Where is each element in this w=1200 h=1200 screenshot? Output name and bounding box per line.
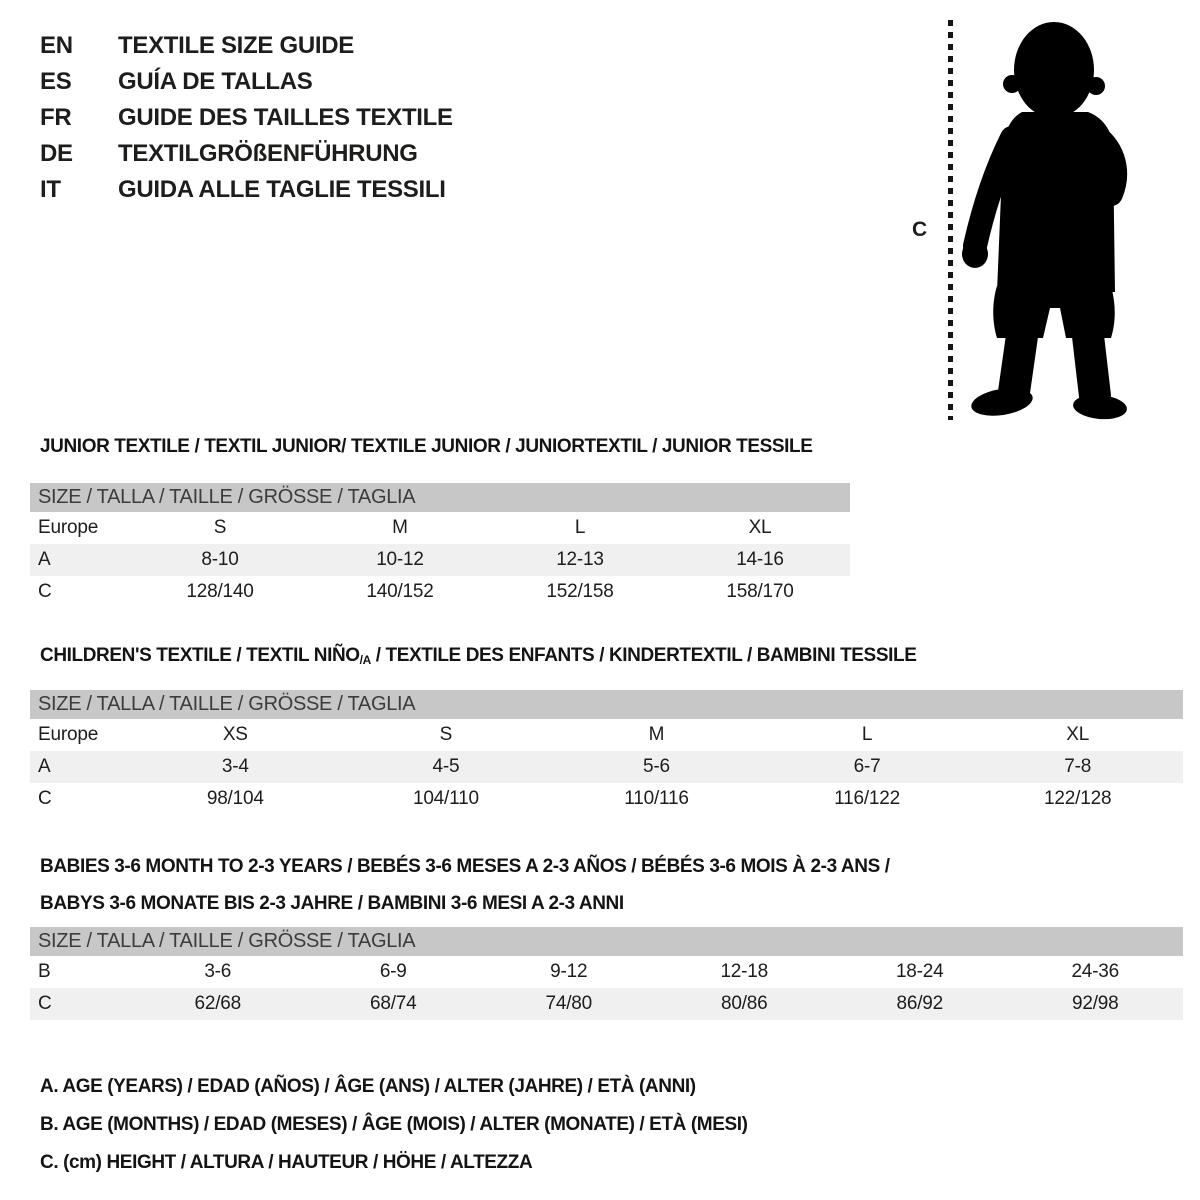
age-cell: 7-8 <box>972 751 1183 783</box>
guide-title-it: GUIDA ALLE TAGLIE TESSILI <box>118 176 446 203</box>
height-cell: 122/128 <box>1044 788 1112 809</box>
row-label: Europe <box>38 724 99 745</box>
language-row-fr <box>40 100 453 136</box>
row-label: C <box>38 788 52 809</box>
height-cell: 86/92 <box>832 988 1008 1020</box>
age-cell: 14-16 <box>670 544 850 576</box>
height-cell: 158/170 <box>726 581 794 602</box>
months-cell: 24-36 <box>1071 961 1120 982</box>
months-cell: 9-12 <box>550 961 588 982</box>
table-row-age <box>30 751 1183 783</box>
note-height-cm: C. (cm) HEIGHT / ALTURA / HAUTEUR / HÖHE / ALTEZZA <box>40 1152 533 1173</box>
height-cell: 68/74 <box>306 988 482 1020</box>
size-header-label: SIZE / TALLA / TAILLE / GRÖSSE / TAGLIA <box>30 927 1183 956</box>
row-label: A <box>30 751 130 783</box>
size-cell: M <box>648 724 665 745</box>
table-row-age <box>30 544 850 576</box>
size-cell: XL <box>1066 724 1090 745</box>
height-cell: 116/122 <box>834 788 901 809</box>
language-code: FR <box>40 104 72 131</box>
table-row-height <box>30 576 850 608</box>
language-row-de <box>40 136 453 172</box>
toddler-silhouette-icon <box>962 20 1144 422</box>
guide-title-fr: GUIDE DES TAILLES TEXTILE <box>118 104 453 131</box>
row-label: Europe <box>38 517 99 538</box>
height-cell: 140/152 <box>366 581 434 602</box>
age-cell: 5-6 <box>551 751 762 783</box>
height-cell: 98/104 <box>206 788 264 809</box>
age-cell: 3-4 <box>130 751 341 783</box>
babies-size-table <box>30 927 1183 1020</box>
table-row-months <box>30 956 1183 988</box>
table-row-europe <box>30 719 1183 751</box>
months-cell: 6-9 <box>379 961 407 982</box>
children-title-sub: /A <box>359 653 371 667</box>
size-cell: L <box>574 517 586 538</box>
language-code: DE <box>40 140 73 167</box>
height-measure-dashed-line <box>948 20 953 420</box>
language-code: ES <box>40 68 72 95</box>
row-label: C <box>38 581 52 602</box>
children-size-table <box>30 690 1183 815</box>
guide-title-es: GUÍA DE TALLAS <box>118 68 313 95</box>
guide-title-en: TEXTILE SIZE GUIDE <box>118 32 354 59</box>
height-cell: 104/110 <box>412 788 479 809</box>
height-cell: 62/68 <box>130 988 306 1020</box>
age-cell: 4-5 <box>341 751 552 783</box>
legend-notes <box>40 1068 748 1182</box>
language-row-en <box>40 28 453 64</box>
size-header-row <box>30 927 1183 956</box>
row-label: A <box>30 544 130 576</box>
size-cell: S <box>439 724 453 745</box>
age-cell: 8-10 <box>130 544 310 576</box>
language-code: IT <box>40 176 61 203</box>
months-cell: 3-6 <box>204 961 232 982</box>
babies-title-line2: BABYS 3-6 MONATE BIS 2-3 JAHRE / BAMBINI 3-6 MESI A 2-3 ANNI <box>40 893 624 914</box>
height-cell: 128/140 <box>186 581 254 602</box>
height-cell: 110/116 <box>624 788 689 809</box>
size-cell: S <box>213 517 227 538</box>
height-cell: 152/158 <box>546 581 614 602</box>
guide-title-de: TEXTILGRÖßENFÜHRUNG <box>118 140 418 167</box>
size-header-label: SIZE / TALLA / TAILLE / GRÖSSE / TAGLIA <box>30 690 1183 719</box>
table-row-height <box>30 783 1183 815</box>
size-header-row <box>30 690 1183 719</box>
age-cell: 12-13 <box>490 544 670 576</box>
babies-section-title <box>40 848 890 922</box>
size-cell: XL <box>748 517 772 538</box>
language-row-es <box>40 64 453 100</box>
language-title-list <box>40 28 453 208</box>
size-header-label: SIZE / TALLA / TAILLE / GRÖSSE / TAGLIA <box>30 483 850 512</box>
age-cell: 6-7 <box>762 751 973 783</box>
months-cell: 12-18 <box>720 961 769 982</box>
size-cell: M <box>392 517 408 538</box>
children-title-post: / TEXTILE DES ENFANTS / KINDERTEXTIL / BAMBINI TESSILE <box>370 645 917 666</box>
measure-label-c: C <box>912 218 928 241</box>
height-cell: 80/86 <box>657 988 833 1020</box>
note-age-years: A. AGE (YEARS) / EDAD (AÑOS) / ÂGE (ANS) / ALTER (JAHRE) / ETÀ (ANNI) <box>40 1076 696 1097</box>
babies-title-line1: BABIES 3-6 MONTH TO 2-3 YEARS / BEBÉS 3-6 MESES A 2-3 AÑOS / BÉBÉS 3-6 MOIS À 2-3 ANS / <box>40 856 890 877</box>
size-cell: L <box>861 724 873 745</box>
row-label: B <box>38 961 51 982</box>
height-cell: 74/80 <box>481 988 657 1020</box>
table-row-height <box>30 988 1183 1020</box>
language-code: EN <box>40 32 73 59</box>
table-row-europe <box>30 512 850 544</box>
children-title-pre: CHILDREN'S TEXTILE / TEXTIL NIÑO <box>40 645 360 666</box>
row-label: C <box>30 988 130 1020</box>
months-cell: 18-24 <box>895 961 944 982</box>
size-header-row <box>30 483 850 512</box>
language-row-it <box>40 172 453 208</box>
note-age-months: B. AGE (MONTHS) / EDAD (MESES) / ÂGE (MOIS) / ALTER (MONATE) / ETÀ (MESI) <box>40 1114 748 1135</box>
children-section-title <box>40 645 916 667</box>
junior-size-table <box>30 483 850 608</box>
junior-section-title: JUNIOR TEXTILE / TEXTIL JUNIOR/ TEXTILE JUNIOR / JUNIORTEXTIL / JUNIOR TESSILE <box>40 436 813 457</box>
height-cell: 92/98 <box>1008 988 1184 1020</box>
age-cell: 10-12 <box>310 544 490 576</box>
size-cell: XS <box>222 724 248 745</box>
